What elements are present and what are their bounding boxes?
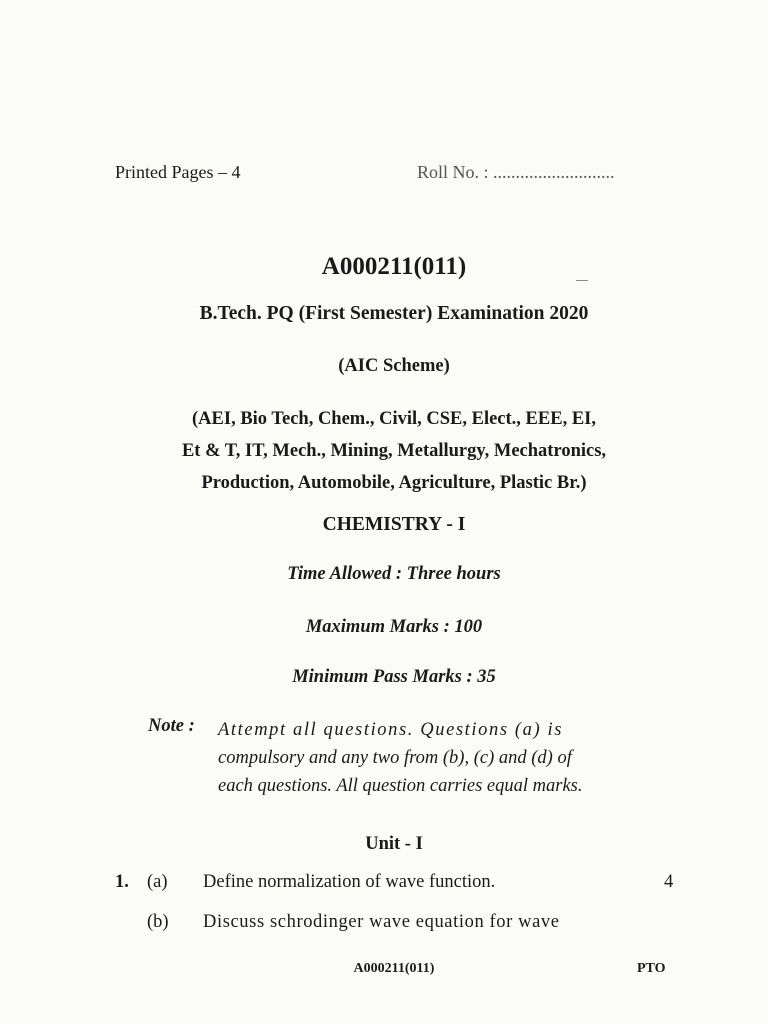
note-line: each questions. All question carries equal marks. (218, 776, 583, 796)
question-b-text: Discuss schrodinger wave equation for wave (203, 912, 560, 932)
divider (576, 280, 588, 281)
footer-paper-code: A000211(011) (353, 961, 435, 976)
roll-number-field: Roll No. : ........................... (417, 162, 615, 182)
footer-pto: PTO (637, 961, 666, 976)
minimum-pass-marks: Minimum Pass Marks : 35 (292, 667, 496, 687)
question-a-marks: 4 (664, 872, 674, 892)
question-b-label: (b) (147, 912, 169, 932)
unit-heading: Unit - I (365, 834, 423, 854)
note-text (218, 716, 688, 800)
scheme: (AIC Scheme) (338, 356, 450, 376)
note-line: Attempt all questions. Questions (a) is (218, 720, 564, 740)
question-a-label: (a) (147, 872, 168, 892)
exam-title: B.Tech. PQ (First Semester) Examination 2020 (199, 303, 589, 324)
branches-line: Production, Automobile, Agriculture, Plastic Br.) (201, 473, 587, 493)
maximum-marks: Maximum Marks : 100 (305, 617, 483, 637)
branches-list (0, 403, 768, 499)
branches-line: Et & T, IT, Mech., Mining, Metallurgy, Mechatronics, (181, 441, 607, 461)
question-number: 1. (115, 872, 129, 892)
note-line: compulsory and any two from (b), (c) and (d) of (218, 748, 572, 768)
printed-pages: Printed Pages – 4 (115, 162, 241, 182)
branches-line: (AEI, Bio Tech, Chem., Civil, CSE, Elect., EEE, EI, (192, 409, 596, 429)
time-allowed: Time Allowed : Three hours (287, 564, 501, 584)
note-label: Note : (148, 716, 195, 736)
subject-title: CHEMISTRY - I (322, 514, 466, 535)
question-a-text: Define normalization of wave function. (203, 872, 496, 892)
paper-code: A000211(011) (321, 253, 467, 280)
